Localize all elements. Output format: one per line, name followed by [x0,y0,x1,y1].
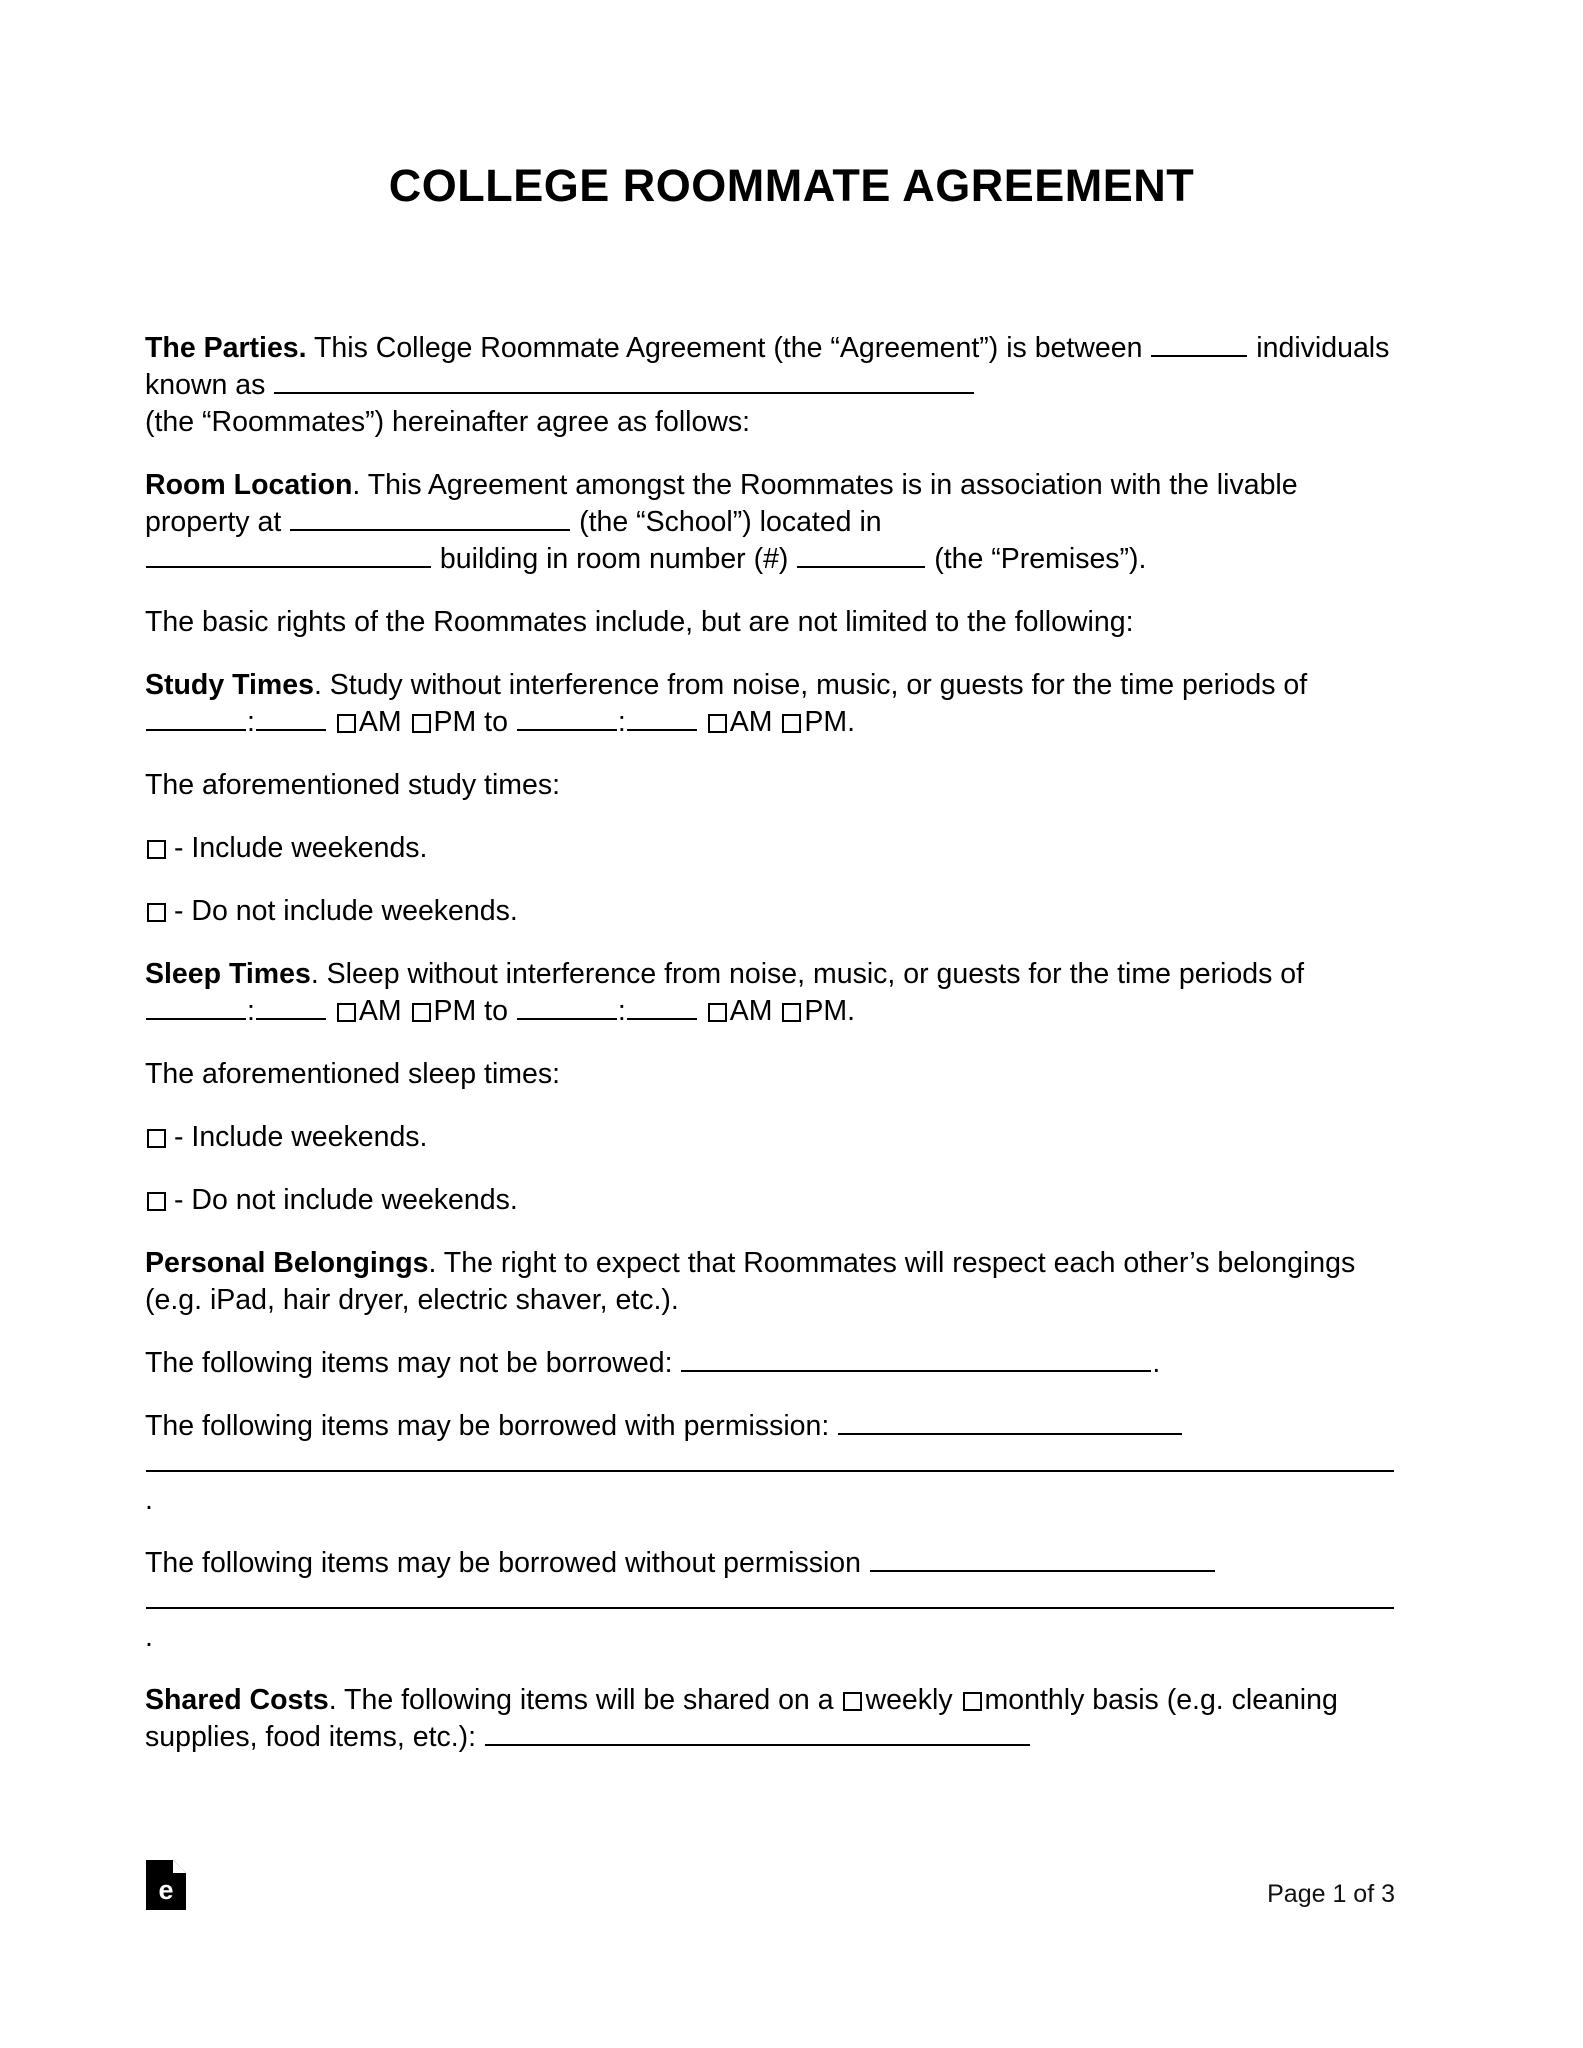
study-start-am-checkbox[interactable] [337,714,356,733]
items-without-permission-line [145,1545,1395,1656]
room-location-text-4: (the “Premises”). [926,543,1147,575]
items-without-permission-period: . [145,1621,153,1653]
study-times-note: The aforementioned study times: [145,769,561,801]
the-parties-text-2: individuals known as [145,332,1390,401]
building-blank[interactable] [146,544,431,568]
sleep-end-am-checkbox[interactable] [708,1003,727,1022]
section-room-location [145,467,1395,578]
sleep-times-heading: Sleep Times [145,958,311,990]
shared-costs-text-2: basis (e.g. cleaning supplies, food items, etc.): [145,1684,1338,1753]
sleep-start-am-checkbox[interactable] [337,1003,356,1022]
shared-costs-items-blank[interactable] [485,1722,1030,1746]
study-start-minute-blank[interactable] [256,707,326,731]
items-not-borrowed-period: . [1152,1347,1161,1379]
items-with-permission-line [145,1408,1395,1519]
document-body [145,330,1395,1782]
section-study-times [145,667,1395,741]
sleep-exclude-weekends-checkbox[interactable] [147,1192,166,1211]
study-start-pm-label: PM [433,706,477,738]
room-location-text-2: (the “School”) located in [571,506,882,538]
study-include-weekends-option[interactable] [145,830,1395,867]
shared-costs-text-1: . The following items will be shared on a [328,1684,842,1716]
items-without-permission-label: The following items may be borrowed without permission [145,1547,869,1579]
parties-count-blank[interactable] [1151,333,1247,357]
parties-names-blank[interactable] [274,370,974,394]
section-the-parties [145,330,1395,441]
sleep-end-colon: : [617,995,626,1027]
the-parties-text-1: This College Roommate Agreement (the “Agreement”) is between [306,332,1151,364]
items-not-borrowed-blank[interactable] [681,1348,1151,1372]
basic-rights-text: The basic rights of the Roommates include, but are not limited to the following: [145,606,1134,638]
items-with-permission-period: . [145,1484,153,1516]
study-times-text-1: . Study without interference from noise, music, or guests for the time periods of [313,669,1308,701]
study-end-minute-blank[interactable] [627,707,697,731]
sleep-end-pm-checkbox[interactable] [782,1003,801,1022]
study-times-period: . [847,706,856,738]
study-exclude-weekends-option[interactable] [145,893,1395,930]
study-end-pm-checkbox[interactable] [782,714,801,733]
study-times-to-label: to [476,706,516,738]
school-blank[interactable] [290,507,570,531]
study-times-heading: Study Times [145,669,314,701]
shared-costs-monthly-checkbox[interactable] [963,1692,982,1711]
sleep-exclude-weekends-label: - Do not include weekends. [174,1184,518,1216]
study-include-weekends-label: - Include weekends. [174,832,428,864]
room-location-text-1: . This Agreement amongst the Roommates is in association with the livable property at [145,469,1298,538]
study-end-colon: : [617,706,626,738]
study-start-colon: : [247,706,255,738]
items-not-borrowed-label: The following items may not be borrowed: [145,1347,681,1379]
shared-costs-weekly-label: weekly [865,1684,953,1716]
study-end-pm-label: PM [804,706,848,738]
items-with-permission-blank-1[interactable] [838,1411,1182,1435]
room-location-text-3: building in room number (#) [432,543,797,575]
study-start-pm-checkbox[interactable] [412,714,431,733]
page-number: Page 1 of 3 [1267,1880,1395,1908]
the-parties-heading: The Parties. [145,332,307,364]
sleep-end-am-label: AM [729,995,773,1027]
sleep-start-pm-label: PM [433,995,477,1027]
sleep-times-note: The aforementioned sleep times: [145,1058,561,1090]
section-sleep-times [145,956,1395,1030]
study-end-am-checkbox[interactable] [708,714,727,733]
sleep-start-colon: : [247,995,255,1027]
sleep-include-weekends-option[interactable] [145,1119,1395,1156]
room-location-heading: Room Location [145,469,353,501]
items-without-permission-blank-1[interactable] [870,1548,1215,1572]
sleep-end-hour-blank[interactable] [517,996,617,1020]
personal-belongings-heading: Personal Belongings [145,1247,429,1279]
sleep-end-minute-blank[interactable] [627,996,697,1020]
room-number-blank[interactable] [797,544,925,568]
svg-text:e: e [158,1875,174,1905]
sleep-include-weekends-checkbox[interactable] [147,1129,166,1148]
items-without-permission-blank-2[interactable] [146,1585,1394,1609]
the-parties-text-3: (the “Roommates”) hereinafter agree as follows: [145,406,751,438]
section-shared-costs [145,1682,1395,1756]
sleep-start-minute-blank[interactable] [256,996,326,1020]
sleep-times-text-1: . Sleep without interference from noise, music, or guests for the time periods of [310,958,1305,990]
items-with-permission-label: The following items may be borrowed with permission: [145,1410,838,1442]
sleep-end-pm-label: PM [804,995,848,1027]
sleep-exclude-weekends-option[interactable] [145,1182,1395,1219]
sleep-times-period: . [847,995,856,1027]
personal-belongings-text-1: . The right to expect that Roommates will respect each other’s belongings (e.g. iPad, hair dryer, electric shaver, etc.). [145,1247,1356,1316]
study-end-hour-blank[interactable] [517,707,617,731]
study-start-hour-blank[interactable] [146,707,246,731]
section-personal-belongings [145,1245,1395,1319]
study-exclude-weekends-label: - Do not include weekends. [174,895,518,927]
shared-costs-weekly-checkbox[interactable] [843,1692,862,1711]
sleep-start-pm-checkbox[interactable] [412,1003,431,1022]
eforms-logo-icon [146,1860,186,1910]
shared-costs-monthly-label: monthly [984,1684,1085,1716]
items-with-permission-blank-2[interactable] [146,1448,1394,1472]
study-include-weekends-checkbox[interactable] [147,840,166,859]
study-end-am-label: AM [729,706,773,738]
sleep-include-weekends-label: - Include weekends. [174,1121,428,1153]
sleep-start-hour-blank[interactable] [146,996,246,1020]
items-not-borrowed-line [145,1345,1395,1382]
sleep-times-to-label: to [476,995,516,1027]
sleep-start-am-label: AM [358,995,402,1027]
shared-costs-heading: Shared Costs [145,1684,329,1716]
study-start-am-label: AM [358,706,402,738]
page-title: COLLEGE ROOMMATE AGREEMENT [388,160,1195,211]
study-exclude-weekends-checkbox[interactable] [147,903,166,922]
